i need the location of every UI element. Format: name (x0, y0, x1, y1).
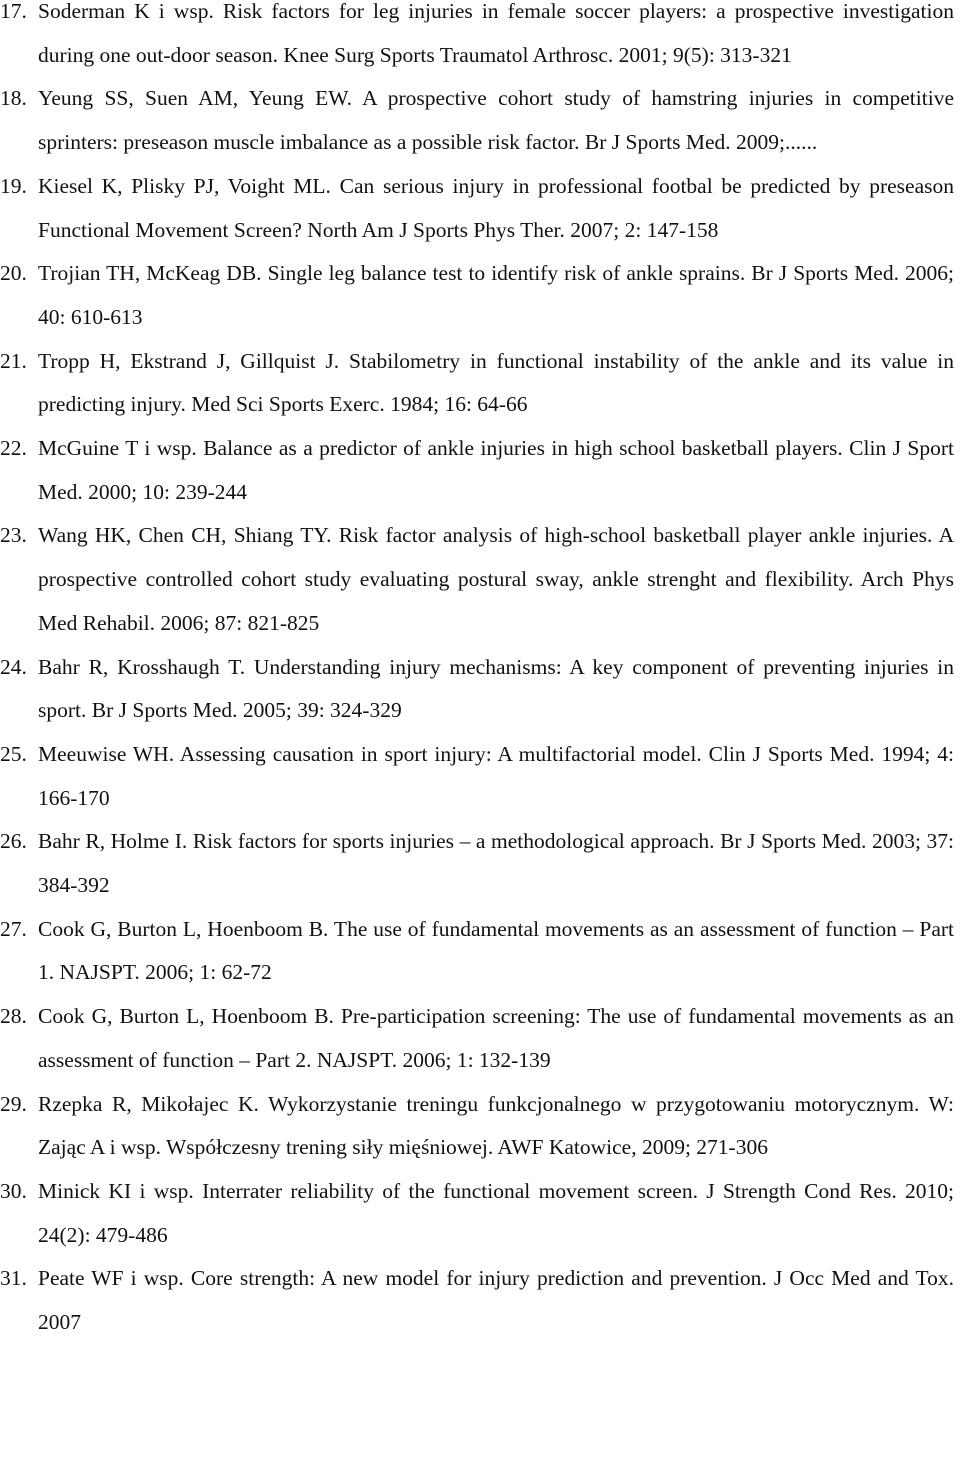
reference-number: 27. (0, 916, 27, 941)
reference-item (0, 1083, 954, 1170)
reference-text: Meeuwise WH. Assessing causation in sport injury: A multifactorial model. Clin J Sports Med. 1994; 4: 166-170 (38, 741, 954, 810)
reference-item (0, 77, 954, 164)
reference-text: Tropp H, Ekstrand J, Gillquist J. Stabilometry in functional instability of the ankle and its value in predicting injury. Med Sci Sports Exerc. 1984; 16: 64-66 (38, 348, 954, 417)
reference-number: 28. (0, 1004, 27, 1029)
reference-text: Kiesel K, Plisky PJ, Voight ML. Can serious injury in professional footbal be predicted by preseason Functional Movement Screen? North Am J Sports Phys Ther. 2007; 2: 147-158 (38, 173, 954, 242)
reference-number: 26. (0, 829, 27, 854)
reference-number: 30. (0, 1178, 27, 1203)
reference-number: 17. (0, 0, 27, 23)
reference-item (0, 646, 954, 733)
reference-number: 24. (0, 654, 27, 679)
reference-item (0, 1170, 954, 1257)
reference-number: 20. (0, 261, 27, 286)
reference-number: 23. (0, 523, 27, 548)
reference-item (0, 733, 954, 820)
reference-text: Cook G, Burton L, Hoenboom B. Pre-participation screening: The use of fundamental movements as an assessment of function – Part 2. NAJSPT. 2006; 1: 132-139 (38, 1004, 954, 1072)
reference-text: Bahr R, Krosshaugh T. Understanding injury mechanisms: A key component of preventing injuries in sport. Br J Sports Med. 2005; 39: 324-329 (38, 654, 954, 723)
reference-item (0, 252, 954, 339)
reference-text: Soderman K i wsp. Risk factors for leg injuries in female soccer players: a prospective investigation during one out-door season. Knee Surg Sports Traumatol Arthrosc. 2001; 9(5): 313-321 (38, 0, 954, 67)
reference-item (0, 427, 954, 514)
reference-text: Yeung SS, Suen AM, Yeung EW. A prospective cohort study of hamstring injuries in competitive sprinters: preseason muscle imbalance as a possible risk factor. Br J Sports Med. 2009;...... (38, 86, 954, 155)
reference-text: Bahr R, Holme I. Risk factors for sports injuries – a methodological approach. Br J Sports Med. 2003; 37: 384-392 (38, 829, 954, 898)
reference-number: 18. (0, 86, 27, 111)
reference-item (0, 908, 954, 995)
reference-item (0, 340, 954, 427)
reference-item (0, 165, 954, 252)
reference-text: Rzepka R, Mikołajec K. Wykorzystanie treningu funkcjonalnego w przygotowaniu motorycznym. W: Zając A i wsp. Współczesny trening siły mięśniowej. AWF Katowice, 2009; 271-306 (38, 1091, 954, 1160)
reference-text: Peate WF i wsp. Core strength: A new model for injury prediction and prevention. J Occ Med and Tox. 2007 (38, 1266, 954, 1335)
reference-item (0, 514, 954, 645)
reference-number: 29. (0, 1091, 27, 1116)
reference-text: McGuine T i wsp. Balance as a predictor of ankle injuries in high school basketball players. Clin J Sport Med. 2000; 10: 239-244 (38, 436, 954, 504)
reference-number: 31. (0, 1266, 27, 1291)
reference-text: Cook G, Burton L, Hoenboom B. The use of fundamental movements as an assessment of function – Part 1. NAJSPT. 2006; 1: 62-72 (38, 916, 954, 985)
reference-item (0, 995, 954, 1082)
reference-item (0, 820, 954, 907)
reference-item (0, 0, 954, 77)
reference-text: Trojian TH, McKeag DB. Single leg balance test to identify risk of ankle sprains. Br J Sports Med. 2006; 40: 610-613 (38, 261, 954, 329)
reference-number: 22. (0, 436, 27, 461)
reference-item (0, 1257, 954, 1344)
reference-text: Minick KI i wsp. Interrater reliability of the functional movement screen. J Strength Cond Res. 2010; 24(2): 479-486 (38, 1178, 954, 1247)
reference-number: 25. (0, 741, 27, 766)
reference-text: Wang HK, Chen CH, Shiang TY. Risk factor analysis of high-school basketball player ankle injuries. A prospective controlled cohort study evaluating postural sway, ankle strenght and flexibility. Arch Phys Med Rehabil. 2006; 87: 821-825 (38, 523, 954, 635)
reference-number: 19. (0, 173, 27, 198)
reference-number: 21. (0, 348, 27, 373)
